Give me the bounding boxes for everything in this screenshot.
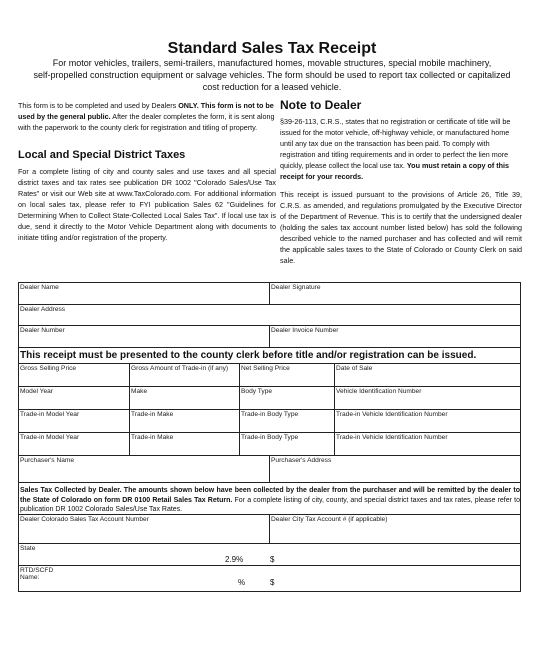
dealer-city-account-field[interactable] [269,515,520,543]
form-row-rtd-scfd [19,566,520,591]
trade-in-model-year-field[interactable] [19,410,129,432]
form-row-vehicle [19,387,520,410]
trade-in-make-field[interactable] [129,410,239,432]
dealer-signature-label: Dealer Signature [271,284,321,291]
date-of-sale-field[interactable] [334,364,520,386]
trade-in-vin-label: Trade-in Vehicle Identification Number [336,411,448,418]
local-taxes-heading: Local and Special District Taxes [18,149,186,161]
trade-in-model-year-label: Trade-in Model Year [20,411,80,418]
trade-in-body-type-label: Trade-in Body Type [241,411,299,418]
gross-trade-in-field[interactable] [129,364,239,386]
form-row-prices [19,364,520,387]
form-row-state-tax [19,544,520,566]
page-title: Standard Sales Tax Receipt [167,40,377,57]
net-selling-price-label: Net Selling Price [241,365,290,372]
sales-tax-statement-bold: Sales Tax Collected by Dealer. The amounts shown below have been collected by the dealer from the purchaser and will be remitted by the dealer to the State of Colorado on form DR 0100 Retail Sales Tax Return. [20,487,520,504]
state-dollar-sign: $ [270,555,275,564]
state-tax-amount-field[interactable] [269,544,520,565]
purchaser-address-label: Purchaser's Address [271,457,332,464]
dealer-number-label: Dealer Number [20,327,65,334]
note-paragraph-2: This receipt is issued pursuant to the provisions of Article 26, Title 39, C.R.S. as amended, and regulations promulgated by the Executive Director of the Department of Revenue. This is to certify that the undersigned dealer (holding the sales tax account number listed below) has sold the following described vehicle to the named purchaser and has collected and will remit the applicable sales taxes to the State of Colorado or County Clerk on said sale. [280,190,522,265]
gross-selling-price-field[interactable] [19,364,129,386]
intro-paragraph [18,100,276,133]
date-of-sale-label: Date of Sale [336,365,373,372]
body-type-label: Body Type [241,388,273,395]
purchaser-name-label: Purchaser's Name [20,457,75,464]
trade-in-body-type-label: Trade-in Body Type [241,434,299,441]
rtd-percent-sign: % [238,578,246,587]
local-taxes-paragraph: For a complete listing of city and county sales and use taxes and all special district taxes and tax rates see publication DR 1002 "Colorado Sales/Use Tax Rates" or visit our Web site at www.TaxColorado.com. For additional information on local sales tax, please refer to FYI publication Sales 62 "Guidelines for Determining When to Collect State-Collected Local Sales Tax". If local use tax is due, send it directly to the Motor Vehicle Department along with documents to initiate titling and/or registration of the property. [18,167,276,242]
receipt-form [18,282,521,592]
gross-selling-price-label: Gross Selling Price [20,365,77,372]
state-label: State [20,545,36,552]
dealer-city-account-label: Dealer City Tax Account # (if applicable) [271,516,388,523]
trade-in-make-label: Trade-in Make [131,434,174,441]
trade-in-model-year-field[interactable] [19,433,129,455]
form-row-dealer-number [19,326,520,348]
trade-in-body-type-field[interactable] [239,410,334,432]
rtd-dollar-sign: $ [270,578,275,587]
sales-tax-statement [20,486,520,515]
intro-only: ONLY. [178,101,199,110]
vin-field[interactable] [334,387,520,409]
note-p1-text: §39-26-113, C.R.S., states that no registration or certificate of title will be issued for the motor vehicle, off-highway vehicle, or manufactured home until any tax due on the transaction has been paid. To comply with registration and titling requirements and in order to perfect the lien more quickly, please collect the local use tax. [280,117,511,170]
purchaser-name-field[interactable] [19,456,269,482]
rtd-scfd-label: RTD/SCFD [20,567,54,574]
rtd-scfd-amount-field[interactable] [269,566,520,591]
dealer-signature-field[interactable] [269,283,520,304]
dealer-co-account-label: Dealer Colorado Sales Tax Account Number [20,516,149,523]
vin-label: Vehicle Identification Number [336,388,422,395]
model-year-field[interactable] [19,387,129,409]
trade-in-body-type-field[interactable] [239,433,334,455]
sales-tax-statement-rest: For a complete listing of city, county, and special district taxes and tax rates, please refer to publication DR 1002 Colorado Sales/Use Tax Rates. [20,496,520,513]
name-label: Name: [20,574,40,581]
form-row-trade-in [19,410,520,433]
state-tax-rate-field [19,544,269,565]
title-registration-notice: This receipt must be presented to the county clerk before title and/or registration can be issued. [20,350,477,361]
body-type-field[interactable] [239,387,334,409]
purchaser-address-field[interactable] [269,456,520,482]
page-subtitle [16,57,528,93]
intro-not-public: This form is not to be used by the general public. [18,101,274,121]
dealer-co-account-field[interactable] [19,515,269,543]
dealer-name-label: Dealer Name [20,284,59,291]
model-year-label: Model Year [20,388,53,395]
state-rate-value: 2.9% [225,555,244,564]
make-label: Make [131,388,148,395]
form-row-notice [19,348,520,364]
form-row-trade-in [19,433,520,456]
rtd-scfd-rate-field[interactable] [19,566,269,591]
dealer-address-field[interactable] [19,305,520,325]
form-row-accounts [19,515,520,544]
trade-in-vin-field[interactable] [334,410,520,432]
dealer-name-field[interactable] [19,283,269,304]
make-field[interactable] [129,387,239,409]
form-row-dealer-address [19,305,520,326]
form-row-purchaser [19,456,520,483]
form-row-dealer-name [19,283,520,305]
note-retain-copy: You must retain a copy of this receipt for your records. [280,161,510,181]
intro-text-rest: After the dealer completes the form, it is sent along with the paperwork to the county clerk for registration and titling of property. [18,112,275,132]
trade-in-vin-label: Trade-in Vehicle Identification Number [336,434,448,441]
trade-in-make-label: Trade-in Make [131,411,174,418]
net-selling-price-field[interactable] [239,364,334,386]
trade-in-vin-field[interactable] [334,433,520,455]
dealer-number-field[interactable] [19,326,269,347]
subtitle-line: For motor vehicles, trailers, semi-trailers, manufactured homes, movable structures, special mobile machinery, [52,58,492,68]
subtitle-line: self-propelled construction equipment or salvage vehicles. The form should be used to report tax collected or capitalized [33,70,511,80]
note-paragraph-1 [280,116,522,182]
dealer-invoice-number-label: Dealer Invoice Number [271,327,339,334]
form-row-tax-statement [19,483,520,515]
dealer-invoice-number-field[interactable] [269,326,520,347]
gross-trade-in-label: Gross Amount of Trade-in (if any) [131,365,229,372]
dealer-address-label: Dealer Address [20,306,66,313]
trade-in-make-field[interactable] [129,433,239,455]
trade-in-model-year-label: Trade-in Model Year [20,434,80,441]
note-to-dealer-heading: Note to Dealer [280,98,362,112]
intro-text: This form is to be completed and used by Dealers [18,101,179,110]
subtitle-line: cost reduction for a leased vehicle. [202,82,342,92]
